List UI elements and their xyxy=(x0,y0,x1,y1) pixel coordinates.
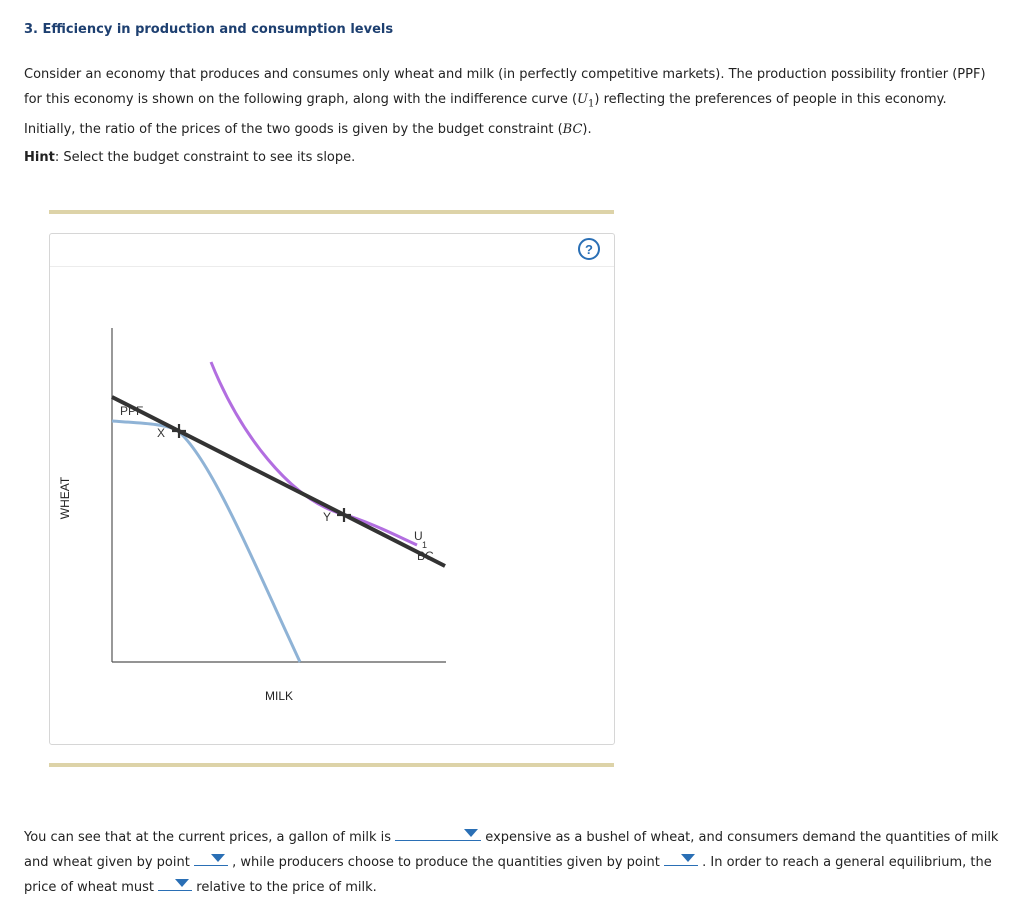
hint-line xyxy=(24,150,355,165)
chevron-down-icon xyxy=(464,829,478,837)
consumer-point-dropdown[interactable] xyxy=(194,851,228,866)
milk-price-comparison-dropdown[interactable] xyxy=(395,826,481,841)
ppf-curve[interactable] xyxy=(112,421,300,662)
question-text-1: You can see that at the current prices, a gallon of milk is xyxy=(24,830,392,845)
ppf-label: PPF xyxy=(120,404,144,418)
chevron-down-icon xyxy=(175,879,189,887)
bc-label: BC xyxy=(417,549,434,563)
intro-paragraph xyxy=(24,62,989,142)
graph-canvas xyxy=(50,234,614,744)
u-subscript: 1 xyxy=(588,98,595,110)
producer-point-dropdown[interactable] xyxy=(664,851,698,866)
u-curve-label: U xyxy=(414,529,423,543)
intro-text-1: Consider an economy that produces and consumes only wheat and milk (in perfectly competitive markets). The production possibility frontier (PPF) for this economy is shown on the following graph, along with the indifference curve ( xyxy=(24,67,986,107)
indifference-curve-u1[interactable] xyxy=(211,362,417,545)
question-text-4: . In order to reach a general equilibrium, the price of wheat must xyxy=(24,855,992,895)
u-letter: U xyxy=(577,92,588,107)
graph-panel xyxy=(49,233,615,745)
chevron-down-icon xyxy=(681,854,695,862)
question-text-5: relative to the price of milk. xyxy=(196,880,377,895)
intro-text-2: ) reflecting the preferences of people in this economy. Initially, the ratio of the prices of the two goods is given by the budget constraint ( xyxy=(24,92,947,137)
budget-constraint-line[interactable] xyxy=(112,397,445,566)
wheat-price-change-dropdown[interactable] xyxy=(158,876,192,891)
hint-label: Hint xyxy=(24,150,55,165)
question-text-2: expensive as a bushel of wheat, and consumers demand the quantities of milk and wheat given by point xyxy=(24,830,999,870)
help-icon[interactable]: ? xyxy=(578,238,600,260)
hint-text: : Select the budget constraint to see its slope. xyxy=(54,150,356,165)
y-axis-label: WHEAT xyxy=(58,476,72,520)
bc-symbol: BC xyxy=(562,121,583,137)
question-title: 3. Efficiency in production and consumption levels xyxy=(24,22,394,37)
chevron-down-icon xyxy=(211,854,225,862)
top-divider xyxy=(49,210,614,214)
u1-symbol xyxy=(577,92,595,110)
question-sentence xyxy=(24,825,999,900)
question-text-3: , while producers choose to produce the quantities given by point xyxy=(232,855,660,870)
intro-text-3: ). xyxy=(582,121,592,137)
bottom-divider xyxy=(49,763,614,767)
point-y-label: Y xyxy=(323,510,332,524)
u-curve-subscript: 1 xyxy=(422,540,428,550)
x-axis-label: MILK xyxy=(264,689,294,703)
point-x-label: X xyxy=(157,426,166,440)
